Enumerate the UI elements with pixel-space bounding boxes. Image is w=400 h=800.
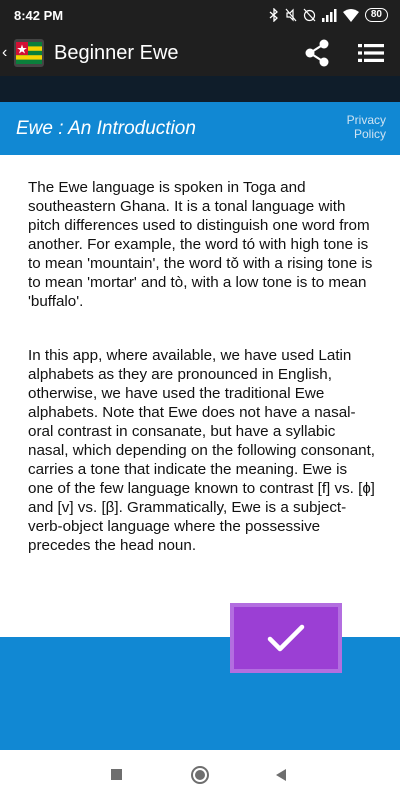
menu-list-icon[interactable] [358, 43, 384, 63]
system-nav-bar [0, 750, 400, 800]
confirm-button[interactable] [230, 603, 342, 673]
status-icons [269, 8, 388, 22]
status-time: 8:42 PM [14, 7, 64, 23]
back-triangle-icon[interactable] [276, 769, 286, 781]
lesson-header [0, 102, 400, 155]
alarm-off-icon [303, 8, 316, 22]
intro-text-scroll[interactable] [28, 178, 376, 580]
intro-paragraph: The Ewe language is spoken in Toga and southeastern Ghana. It is a tonal language with pitch differences used to distinguish one word from another. For example, the word tó with high tone is to mean 'mountain', the word tǒ with a rising tone is to mean 'mortar' and tò, with a low tone is to mean 'buffalo'. [28, 179, 373, 310]
privacy-policy-link[interactable]: Privacy Policy [346, 113, 386, 141]
signal-icon [322, 9, 337, 22]
intro-paragraph: In this app, where available, we have used Latin alphabets as they are pronounced in English, otherwise, we have used the traditional Ewe alphabets. Note that Ewe does not have a nasal-oral contrast in consanate, but have a syllabic nasal, which depending on the following consonant, carries a tone that indicate the meaning. Ewe is one of the few language known to contrast [f] vs. [ɸ] and [v] vs. [β]. Grammatically, Ewe is a subject-verb-object language where the possessive precedes the head noun. [28, 347, 376, 554]
app-title: Beginner Ewe [54, 41, 179, 64]
header-divider-strip [0, 76, 400, 102]
back-chevron-icon[interactable]: ‹ [2, 44, 8, 61]
togo-flag-icon [14, 39, 44, 67]
checkmark-icon [267, 623, 305, 653]
app-actions [304, 39, 384, 67]
bluetooth-icon [269, 8, 279, 22]
mute-icon [285, 8, 297, 22]
page-title: Ewe : An Introduction [16, 118, 196, 139]
battery-icon: 80 [365, 8, 388, 22]
share-icon[interactable] [304, 39, 330, 67]
app-bar [0, 30, 400, 76]
home-circle-icon[interactable] [191, 766, 209, 784]
status-bar [0, 0, 400, 30]
wifi-icon [343, 9, 359, 22]
recents-square-icon[interactable] [111, 769, 122, 780]
